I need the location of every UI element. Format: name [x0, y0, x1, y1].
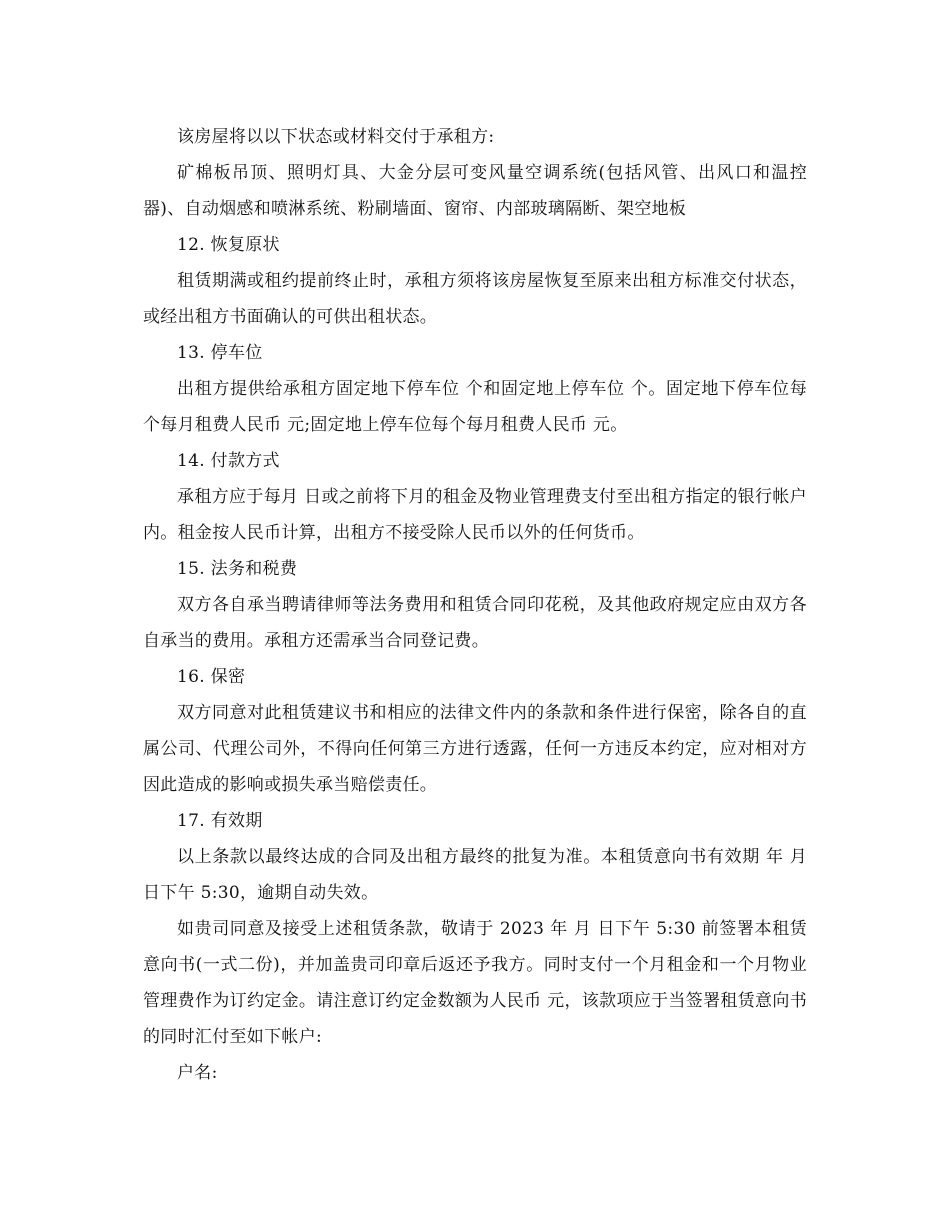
delivery-materials: 矿棉板吊顶、照明灯具、大金分层可变风量空调系统(包括风管、出风口和温控器)、自动烟感和喷淋系统、粉刷墙面、窗帘、内部玻璃隔断、架空地板 — [143, 163, 807, 219]
section-14-heading: 14. 付款方式 — [177, 451, 280, 471]
delivery-intro: 该房屋将以以下状态或材料交付于承租方: — [177, 127, 495, 147]
document-body — [143, 119, 807, 1091]
section-15-body: 双方各自承当聘请律师等法务费用和租赁合同印花税，及其他政府规定应由双方各自承当的费用。承租方还需承当合同登记费。 — [143, 595, 807, 651]
section-14-body: 承租方应于每月 日或之前将下月的租金及物业管理费支付至出租方指定的银行帐户内。租金按人民币计算，出租方不接受除人民币以外的任何货币。 — [143, 487, 807, 543]
section-12-body: 租赁期满或租约提前终止时，承租方须将该房屋恢复至原来出租方标准交付状态，或经出租方书面确认的可供出租状态。 — [143, 271, 807, 327]
account-name-label: 户名: — [177, 1063, 218, 1083]
section-16-heading: 16. 保密 — [177, 667, 246, 687]
section-13-body: 出租方提供给承租方固定地下停车位 个和固定地上停车位 个。固定地下停车位每个每月租费人民币 元;固定地上停车位每个每月租费人民币 元。 — [143, 379, 807, 435]
section-17-body: 以上条款以最终达成的合同及出租方最终的批复为准。本租赁意向书有效期 年 月 日下午 5:30，逾期自动失效。 — [143, 847, 807, 903]
section-13-heading: 13. 停车位 — [177, 343, 263, 363]
signing-instructions: 如贵司同意及接受上述租赁条款，敬请于 2023 年 月 日下午 5:30 前签署本租赁意向书(一式二份)，并加盖贵司印章后返还予我方。同时支付一个月租金和一个月物业管理费作为订约定金。请注意订约定金数额为人民币 元，该款项应于当签署租赁意向书的同时汇付至如下帐户: — [143, 919, 807, 1047]
section-15-heading: 15. 法务和税费 — [177, 559, 298, 579]
section-16-body: 双方同意对此租赁建议书和相应的法律文件内的条款和条件进行保密，除各自的直属公司、代理公司外，不得向任何第三方进行透露，任何一方违反本约定，应对相对方因此造成的影响或损失承当赔偿责任。 — [143, 703, 807, 795]
section-12-heading: 12. 恢复原状 — [177, 235, 280, 255]
section-17-heading: 17. 有效期 — [177, 811, 263, 831]
